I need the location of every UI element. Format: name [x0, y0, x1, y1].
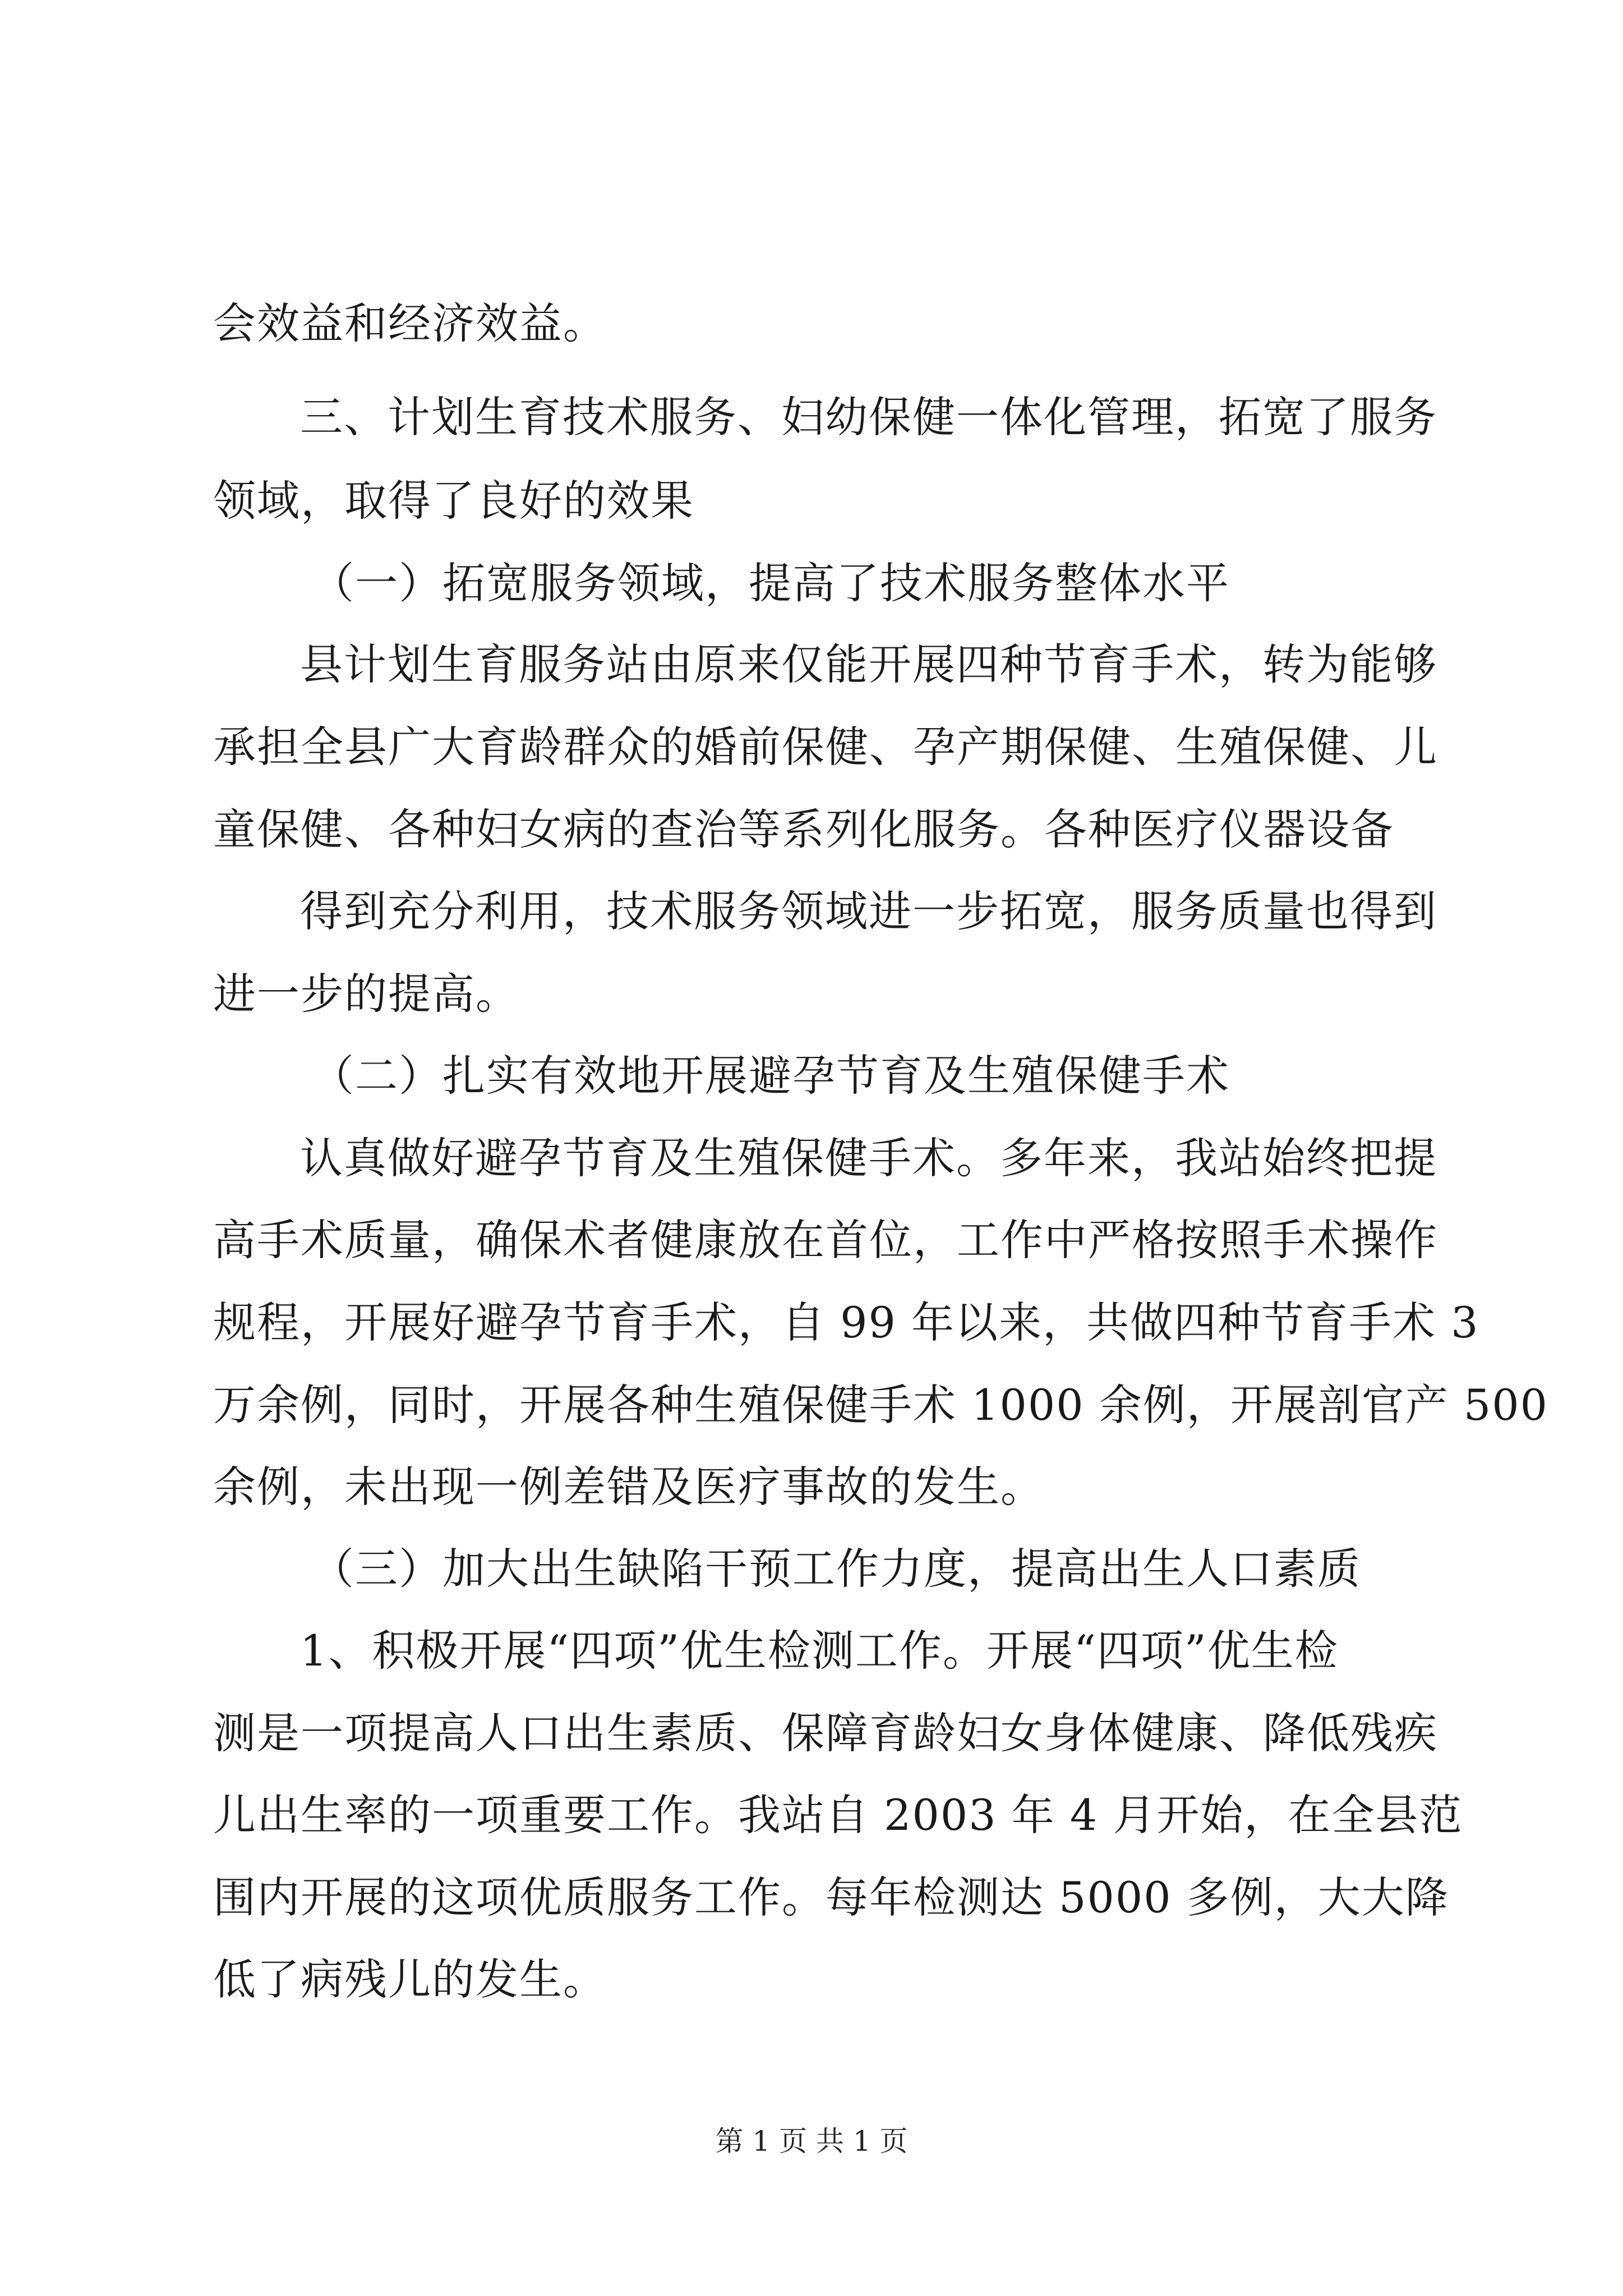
body-text-line: 围内开展的这项优质服务工作。每年检测达 5000 多例，大大降 [213, 1872, 1449, 1922]
body-text-line: 1、积极开展“四项”优生检测工作。开展“四项”优生检 [300, 1626, 1339, 1676]
body-text-line: 认真做好避孕节育及生殖保健手术。多年来，我站始终把提 [300, 1133, 1437, 1183]
body-text-line: 万余例，同时，开展各种生殖保健手术 1000 余例，开展剖官产 500 [213, 1380, 1548, 1430]
body-text-line: 余例，未出现一例差错及医疗事故的发生。 [213, 1462, 1044, 1512]
subsection-heading: （一）拓宽服务领域，提高了技术服务整体水平 [311, 558, 1230, 608]
body-text-line: 规程，开展好避孕节育手术，自 99 年以来，共做四种节育手术 3 [213, 1297, 1479, 1347]
body-text-line: 会效益和经济效益。 [213, 298, 607, 348]
body-text-line: 高手术质量，确保术者健康放在首位，工作中严格按照手术操作 [213, 1215, 1438, 1265]
page-number-footer: 第 1 页 共 1 页 [715, 2125, 908, 2157]
body-text-line: 得到充分利用，技术服务领域进一步拓宽，服务质量也得到 [300, 886, 1437, 936]
body-text-line: 低了病残儿的发生。 [213, 1954, 607, 2004]
section-heading-line: 三、计划生育技术服务、妇幼保健一体化管理，拓宽了服务 [300, 392, 1437, 442]
subsection-heading: （二）扎实有效地开展避孕节育及生殖保健手术 [311, 1051, 1230, 1101]
section-heading-line: 领域，取得了良好的效果 [213, 476, 694, 526]
body-text-line: 儿出生率的一项重要工作。我站自 2003 年 4 月开始，在全县范 [213, 1790, 1463, 1840]
body-text-line: 进一步的提高。 [213, 969, 519, 1019]
body-text-line: 承担全县广大育龄群众的婚前保健、孕产期保健、生殖保健、儿 [213, 722, 1438, 772]
subsection-heading: （三）加大出生缺陷干预工作力度，提高出生人口素质 [311, 1544, 1361, 1594]
body-text-line: 童保健、各种妇女病的查治等系列化服务。各种医疗仪器设备 [213, 804, 1394, 854]
body-text-line: 测是一项提高人口出生素质、保障育龄妇女身体健康、降低残疾 [213, 1708, 1438, 1758]
body-text-line: 县计划生育服务站由原来仅能开展四种节育手术，转为能够 [300, 639, 1437, 689]
